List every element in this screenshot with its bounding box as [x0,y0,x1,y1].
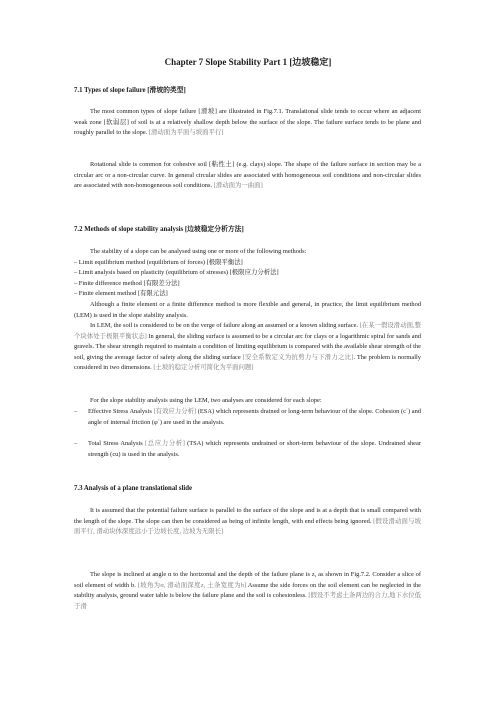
chinese-annotation: [安全系数定义为抗剪力与下滑力之比] [242,353,354,361]
chinese-annotation: [坡角为α, 滑动面深度z, 土条宽度为b] [137,581,247,589]
chinese-annotation: [在某一假设滑动面,整个块体处于极限平衡状态] [74,322,421,340]
bullet-tsa [74,439,421,460]
method-item: – Limit analysis based on plasticity (equilibrium of stresses) [极限应力分析法] [74,269,279,276]
paragraph-translational-slide [74,107,421,139]
paragraph-text: In general, the sliding surface is assumed to be a circular arc for clays or a logarithmic spiral for sands and gravels. The shear strength required to maintain a condition of limiting equilibrium is compared with the available shear strength of the soil, giving the average factor of safety along the sliding surface [74,332,421,361]
bullet-text: (TSA) which represents undrained or short-term behaviour of the slope. Undrained shear strength (cu) is used in the analysis. [88,440,421,458]
paragraph-text: It is assumed that the potential failure surface is parallel to the surface of the slope and is at a depth that is small compared with the length of the slope. The slope can then be considered as being of infinite length, with end effects being ignored. [74,507,421,525]
method-item: – Limit equilibrium method (equilibrium of forces) [极限平衡法] [74,259,243,266]
chinese-annotation: [总应力分析] [144,440,185,447]
section-heading-7-3: 7.3 Analysis of a plane translational slide [74,485,193,492]
paragraph-lem-description [74,321,421,374]
chinese-annotation: [有效应力分析] [153,408,197,415]
paragraph-plane-assumption [74,506,421,538]
bullet-text: Total Stress Analysis [88,440,143,447]
bullet-text: Effective Stress Analysis [88,408,152,415]
chinese-annotation: [滑动面为一曲面] [213,182,263,190]
section-heading-7-2: 7.2 Methods of slope stability analysis [边坡稳定分析方法] [74,226,244,233]
paragraph-methods-intro: The stability of a slope can be analysed using one or more of the following methods: [90,248,307,255]
chapter-title: Chapter 7 Slope Stability Part 1 [边坡稳定] [164,57,332,67]
section-heading-7-1: 7.1 Types of slope failure [滑坡的类型] [74,87,186,94]
paragraph-slope-geometry [74,570,421,612]
paragraph-rotational-slide [74,160,421,192]
chinese-annotation: [土坡的稳定分析可简化为平面问题] [153,364,254,372]
chinese-annotation: [假设不考虑土条两边的合力,地下水位低于滑 [74,592,421,610]
paragraph-text: In LEM, the soil is considered to be on the verge of failure along an assumed or a known sliding surface. [90,322,359,329]
paragraph-text: . The problem is normally considered in two dimensions. [74,353,421,372]
paragraph-fe-vs-lem: Although a finite element or a finite difference method is more flexible and general, in practice, the limit equilibrium method (LEM) is used in the slope stability analysis. [74,301,421,319]
method-item: – Finite difference method [有限差分法] [74,280,180,287]
paragraph-two-analyses: For the slope stability analysis using the LEM, two analyses are considered for each slope: [90,397,322,404]
bullet-esa [74,407,421,428]
method-item: – Finite element method [有限元法] [74,290,168,297]
chinese-annotation: [假设滑动面与坡面平行, 滑动块体深度远小于边坡长度, 边坡为无限长] [74,517,421,536]
paragraph-text: Rotational slide is common for cohesive soil [粘性土] (e.g. clays) slope. The shape of the failure surface in section may be a circular arc or a non-circular curve. In general circular slides are associated with homogeneous soil conditions and non-circular slides are associated with non-homogeneous soil conditions. [74,161,421,190]
paragraph-text: Assume the side forces on the soil element can be neglected in the stability analysis, ground water table is below the failure plane and the soil is cohesionless. [74,581,421,600]
paragraph-text: The most common types of slope failure [滑坡] are illustrated in Fig.7.1. Translational slide tends to occur where an adjacent weak zone [软弱层] of soil is at a relatively shallow depth below the surface of the slope. The failure surface tends to be plane and roughly parallel to the slope. [74,108,421,137]
dash-bullet: – [74,408,78,415]
dash-bullet: – [74,440,78,447]
chinese-annotation: [滑动面为平面与坡面平行] [148,129,224,137]
paragraph-text: The slope is inclined at angle α to the horizontal and the depth of the failure plane is z, as shown in Fig.7.2. Consider a slice of soil element of width b. [74,571,421,589]
bullet-text: (ESA) which represents drained or long-term behaviour of the slope. Cohesion (c΄) and angle of internal friction (φ΄) are used in the analysis. [88,408,422,426]
